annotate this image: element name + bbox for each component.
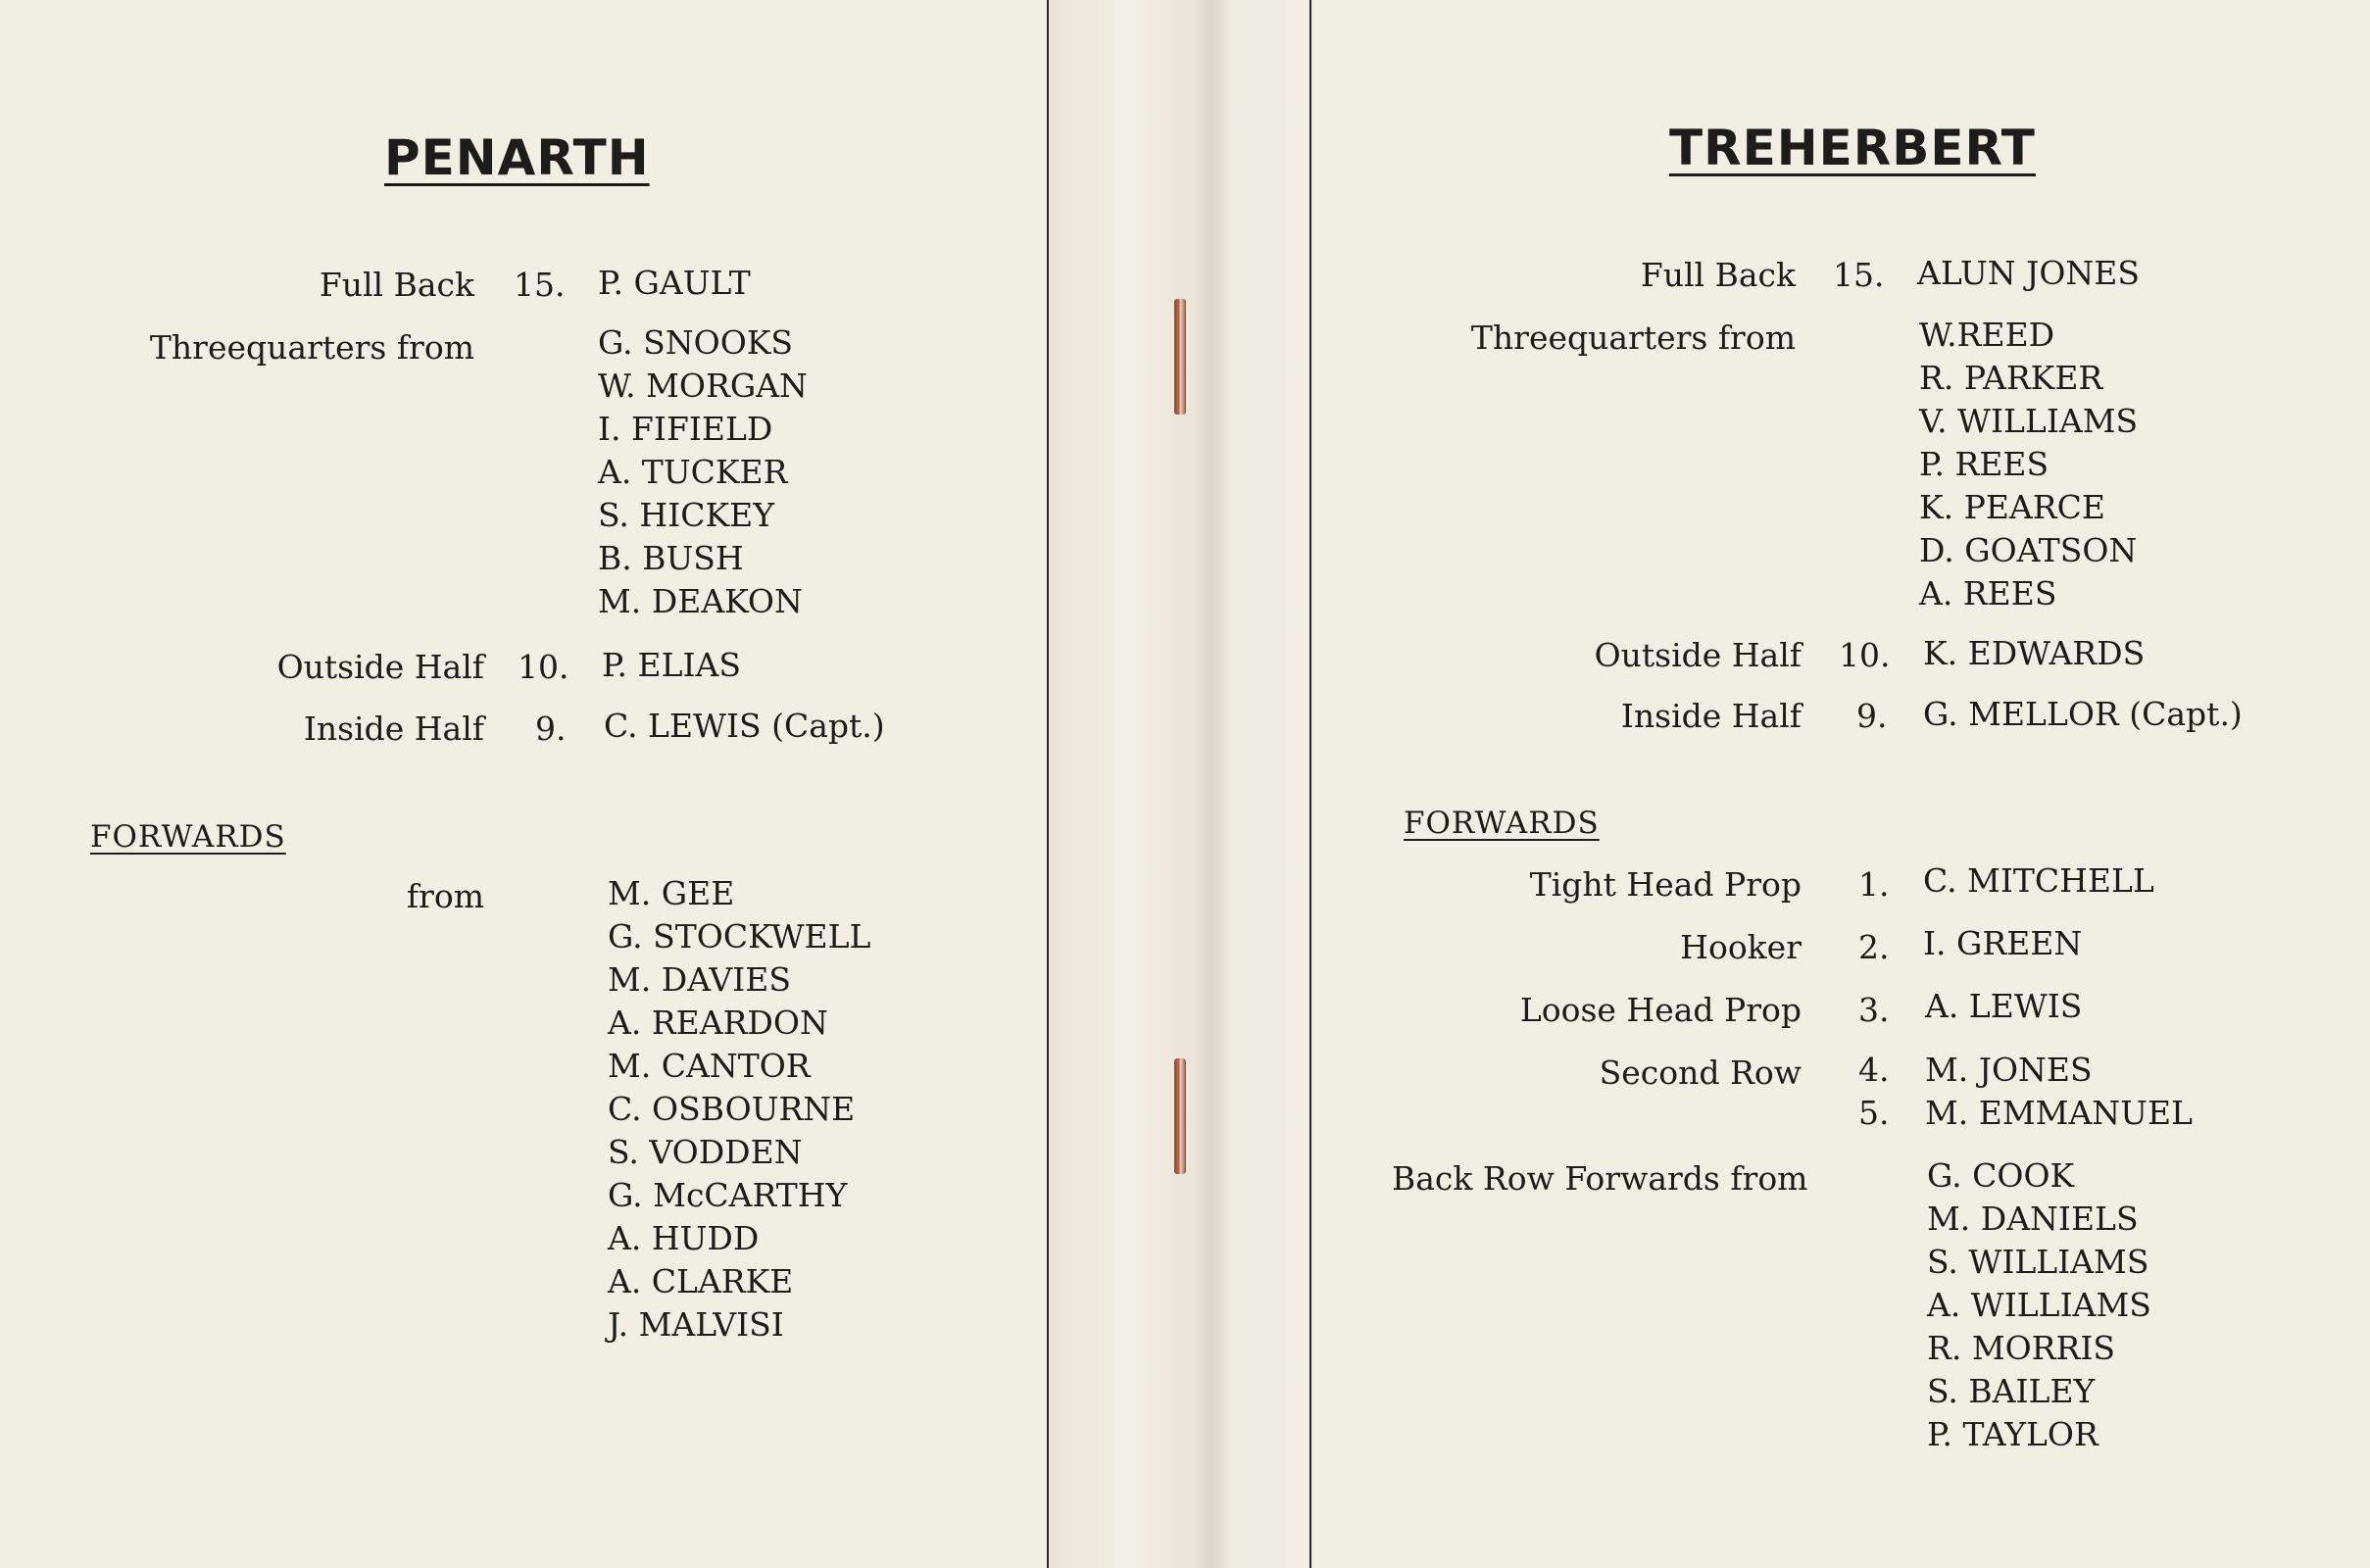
player-name: G. SNOOKS bbox=[598, 323, 794, 362]
player-name: S. HICKEY bbox=[598, 496, 775, 534]
number-full-back: 15. bbox=[514, 266, 566, 304]
number-hooker: 2. bbox=[1858, 928, 1890, 966]
book-gutter bbox=[1049, 0, 1309, 1568]
team-title-penarth: PENARTH bbox=[384, 129, 650, 186]
position-back-row: Back Row Forwards from bbox=[1392, 1159, 1808, 1198]
player-name: M. EMMANUEL bbox=[1925, 1094, 2193, 1132]
player-name: M. CANTOR bbox=[608, 1047, 811, 1085]
position-second-row: Second Row bbox=[1599, 1054, 1802, 1092]
player-name: G. STOCKWELL bbox=[608, 917, 871, 956]
forwards-heading: FORWARDS bbox=[1404, 806, 1600, 841]
player-name: A. CLARKE bbox=[608, 1262, 794, 1300]
player-inside-half: G. MELLOR (Capt.) bbox=[1923, 695, 2243, 733]
player-name: J. MALVISI bbox=[608, 1305, 784, 1344]
player-name: A. WILLIAMS bbox=[1927, 1286, 2151, 1324]
player-name: P. TAYLOR bbox=[1927, 1415, 2098, 1453]
position-outside-half: Outside Half bbox=[1594, 636, 1802, 674]
forwards-list bbox=[608, 872, 870, 1347]
second-row-list bbox=[1925, 1049, 2193, 1135]
player-name: P. REES bbox=[1919, 445, 2049, 483]
number-loose-head-prop: 3. bbox=[1858, 991, 1890, 1029]
player-name: D. GOATSON bbox=[1919, 531, 2138, 569]
position-threequarters: Threequarters from bbox=[149, 328, 474, 367]
staple-bottom bbox=[1174, 1058, 1186, 1174]
player-loose-head-prop: A. LEWIS bbox=[1925, 987, 2083, 1025]
player-inside-half: C. LEWIS (Capt.) bbox=[604, 707, 885, 745]
player-outside-half: P. ELIAS bbox=[602, 646, 741, 684]
number-outside-half: 10. bbox=[518, 648, 569, 686]
position-inside-half: Inside Half bbox=[303, 710, 484, 748]
threequarters-list bbox=[598, 321, 808, 623]
position-full-back: Full Back bbox=[1640, 256, 1796, 294]
player-name: W.REED bbox=[1919, 316, 2055, 354]
player-name: V. WILLIAMS bbox=[1919, 402, 2139, 440]
position-tight-head-prop: Tight Head Prop bbox=[1529, 865, 1802, 904]
number-full-back: 15. bbox=[1833, 256, 1885, 294]
right-page bbox=[1309, 0, 2370, 1568]
player-name: G. COOK bbox=[1927, 1156, 2075, 1195]
position-full-back: Full Back bbox=[319, 266, 474, 304]
player-name: M. DANIELS bbox=[1927, 1200, 2139, 1238]
player-name: A. REES bbox=[1919, 574, 2057, 612]
staple-top bbox=[1174, 299, 1186, 415]
player-name: W. MORGAN bbox=[598, 367, 808, 405]
number-outside-half: 10. bbox=[1839, 636, 1891, 674]
threequarters-list bbox=[1919, 314, 2138, 615]
player-tight-head-prop: C. MITCHELL bbox=[1923, 861, 2154, 900]
player-name: K. PEARCE bbox=[1919, 488, 2105, 526]
position-outside-half: Outside Half bbox=[276, 648, 484, 686]
forwards-heading: FORWARDS bbox=[90, 819, 286, 855]
player-name: A. HUDD bbox=[608, 1219, 760, 1257]
position-forwards: from bbox=[406, 877, 484, 915]
player-name: M. DAVIES bbox=[608, 960, 791, 999]
player-name: R. MORRIS bbox=[1927, 1329, 2116, 1367]
shirt-number: 4. bbox=[1858, 1051, 1890, 1089]
player-name: M. DEAKON bbox=[598, 582, 803, 620]
player-hooker: I. GREEN bbox=[1923, 924, 2083, 962]
team-title-treherbert: TREHERBERT bbox=[1669, 120, 2036, 176]
player-name: M. GEE bbox=[608, 874, 735, 912]
back-row-list bbox=[1927, 1154, 2151, 1456]
player-name: A. REARDON bbox=[608, 1004, 828, 1042]
number-inside-half: 9. bbox=[535, 710, 567, 748]
position-inside-half: Inside Half bbox=[1620, 697, 1802, 735]
number-inside-half: 9. bbox=[1856, 697, 1888, 735]
player-name: C. OSBOURNE bbox=[608, 1090, 856, 1128]
shirt-number: 5. bbox=[1858, 1094, 1890, 1132]
player-full-back: P. GAULT bbox=[598, 264, 751, 302]
player-name: M. JONES bbox=[1925, 1051, 2093, 1089]
player-name: S. VODDEN bbox=[608, 1133, 803, 1171]
player-name: S. WILLIAMS bbox=[1927, 1243, 2149, 1281]
second-row-numbers bbox=[1858, 1049, 1890, 1135]
player-outside-half: K. EDWARDS bbox=[1923, 634, 2146, 672]
position-hooker: Hooker bbox=[1680, 928, 1802, 966]
number-tight-head-prop: 1. bbox=[1858, 865, 1890, 904]
left-page bbox=[0, 0, 1049, 1568]
player-name: R. PARKER bbox=[1919, 359, 2103, 397]
player-name: B. BUSH bbox=[598, 539, 744, 577]
player-name: S. BAILEY bbox=[1927, 1372, 2096, 1410]
player-name: A. TUCKER bbox=[598, 453, 788, 491]
player-full-back: ALUN JONES bbox=[1917, 254, 2140, 292]
position-loose-head-prop: Loose Head Prop bbox=[1519, 991, 1802, 1029]
position-threequarters: Threequarters from bbox=[1470, 318, 1796, 357]
player-name: G. McCARTHY bbox=[608, 1176, 848, 1214]
player-name: I. FIFIELD bbox=[598, 410, 773, 448]
